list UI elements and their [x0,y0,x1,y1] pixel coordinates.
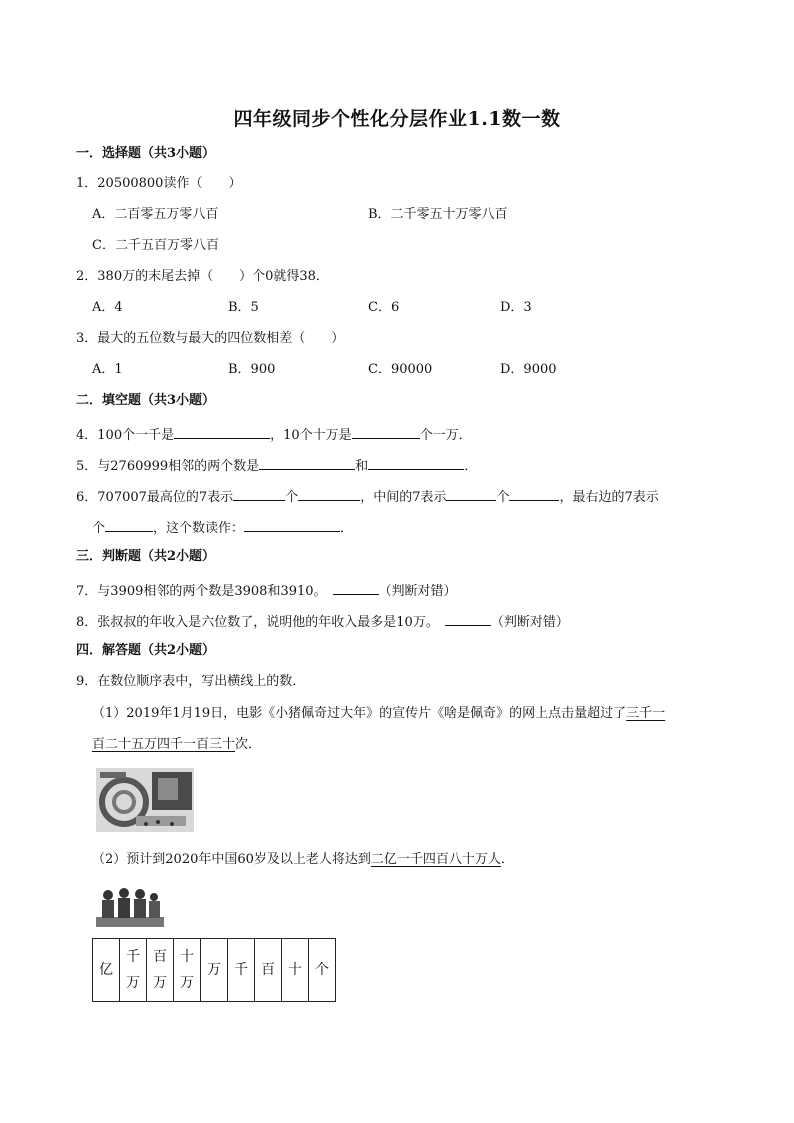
q3-option-c: C．90000 [368,362,433,377]
q2-stem: 2．380万的末尾去掉（ ）个0就得38． [76,269,329,284]
q6-text-8: ． [340,521,354,536]
q5-text-2: 和 [355,459,369,474]
q2-option-c: C．6 [368,300,400,315]
q1-option-a: A．二百零五万零八百 [92,207,219,222]
q9-sub1-underlined-2: 百二十五万四千一百三十 [92,737,236,752]
q6-blank-5[interactable] [105,517,153,532]
section-heading-judge: 三．判断题（共2小题） [76,549,216,564]
place-wan: 万 [201,939,228,1002]
q5-text-3: ． [464,459,478,474]
q9-sub1-line-1 [92,705,665,723]
q6-line-1 [76,486,659,507]
place-baiwan: 百 万 [147,939,174,1002]
place-value-row [93,939,336,1002]
q3-option-b: B．900 [228,362,276,377]
q8-text: 8．张叔叔的年收入是六位数了，说明他的年收入最多是10万。 [76,615,439,630]
q8-line [76,611,569,632]
q9-sub2-underlined: 二亿一千四百八十万人 [370,852,501,867]
place-qianwan: 千 万 [120,939,147,1002]
q6-text-7: ，这个数读作： [153,521,245,536]
q2-option-b: B．5 [228,300,259,315]
section-heading-choice: 一．选择题（共3小题） [76,146,216,161]
q6-text-3: ，中间的7表示 [360,490,447,505]
q5-text-1: 5．与2760999相邻的两个数是 [76,459,260,474]
q4-text-2: ，10个十万是 [270,428,352,443]
place-yi: 亿 [93,939,120,1002]
q9-sub2-end: ． [500,852,514,867]
q2-option-a: A．4 [92,300,123,315]
q6-line-2 [92,517,353,538]
q9-sub2-text: （2）预计到2020年中国60岁及以上老人将达到 [92,852,371,867]
place-bai: 百 [255,939,282,1002]
place-shi: 十 [282,939,309,1002]
q9-sub1-line-2 [92,736,261,754]
q1-option-b: B．二千零五十万零八百 [368,207,508,222]
q5-blank-2[interactable] [368,455,464,470]
section-heading-fill: 二．填空题（共3小题） [76,393,216,408]
q5-line [76,455,477,476]
q1-stem: 1．20500800读作（ ） [76,176,242,191]
q9-sub1-end: 次． [235,737,262,752]
q6-blank-3[interactable] [446,486,496,501]
place-value-table [92,938,336,1002]
q6-text-2: 个 [285,490,299,505]
section-heading-solve: 四．解答题（共2小题） [76,643,216,658]
q4-blank-1[interactable] [174,424,270,439]
q6-text-6: 个 [92,521,106,536]
q9-sub1-underlined-1: 三千一 [626,706,666,721]
q4-text-1: 4．100个一千是 [76,428,175,443]
page-title: 四年级同步个性化分层作业1.1数一数 [233,108,561,130]
q7-blank[interactable] [333,580,379,595]
q8-tail: （判断对错） [490,615,569,630]
q2-option-d: D．3 [500,300,532,315]
q1-option-c: C．二千五百万零八百 [92,238,219,253]
place-shiwan: 十 万 [174,939,201,1002]
place-ge: 个 [309,939,336,1002]
q7-line [76,580,457,601]
place-qian: 千 [228,939,255,1002]
q6-blank-6[interactable] [244,517,340,532]
q9-stem: 9．在数位顺序表中，写出横线上的数． [76,674,306,689]
q6-blank-1[interactable] [233,486,285,501]
q6-text-4: 个 [496,490,510,505]
q9-sub2-line [92,851,514,869]
q6-blank-4[interactable] [509,486,559,501]
q4-blank-2[interactable] [352,424,420,439]
q7-tail: （判断对错） [378,584,457,599]
q5-blank-1[interactable] [259,455,355,470]
q9-sub1-text: （1）2019年1月19日，电影《小猪佩奇过大年》的宣传片《啥是佩奇》的网上点击量超过了 [92,706,627,721]
q4-line [76,424,472,445]
q3-option-d: D．9000 [500,362,557,377]
q3-stem: 3．最大的五位数与最大的四位数相差（ ） [76,331,345,346]
q3-option-a: A．1 [92,362,123,377]
q6-text-1: 6．707007最高位的7表示 [76,490,234,505]
q6-text-5: ，最右边的7表示 [559,490,659,505]
q7-text: 7．与3909相邻的两个数是3908和3910。 [76,584,327,599]
q8-blank[interactable] [445,611,491,626]
peppa-promo-image [96,768,194,836]
q6-blank-2[interactable] [298,486,360,501]
elderly-people-image [96,883,164,931]
q4-text-3: 个一万． [419,428,472,443]
